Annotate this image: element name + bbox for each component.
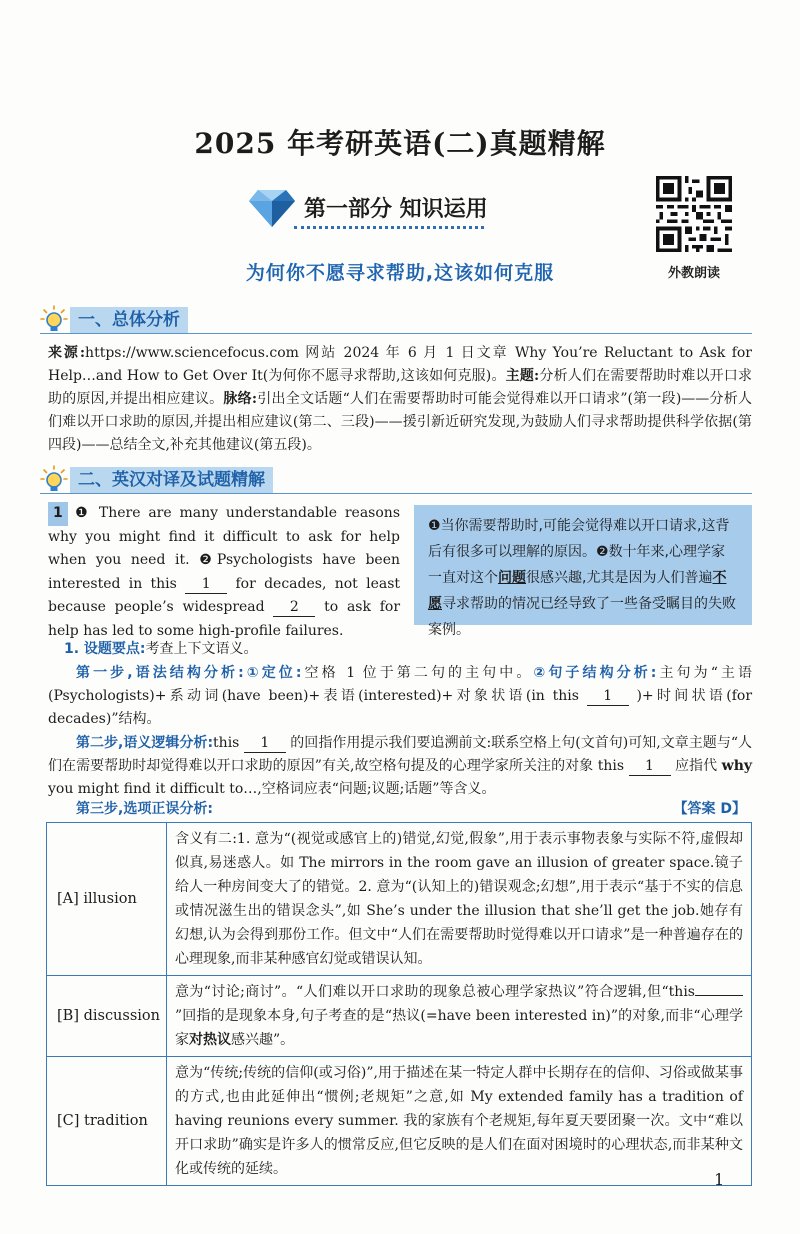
qr-code[interactable] — [656, 176, 732, 252]
article-subtitle: 为何你不愿寻求帮助,这该如何克服 — [245, 262, 555, 284]
chinese-translation-box: ❶当你需要帮助时,可能会觉得难以开口请求,这背后有很多可以理解的原因。❷数十年来,心理学家一直对这个问题很感兴趣,尤其是因为人们普遍不愿寻求帮助的情况已经导致了一些备受瞩目的失败案例。 — [414, 505, 752, 625]
blank-1: 1 — [185, 575, 227, 594]
options-table — [46, 822, 752, 1186]
section-title: 二、英汉对译及试题精解 — [70, 467, 273, 493]
diamond-icon — [248, 188, 296, 228]
option-row-a — [47, 823, 752, 976]
section-rule — [40, 333, 752, 334]
step-1-analysis: 第一步,语法结构分析:①定位:空格 1 位于第二句的主句中。②句子结构分析:主句为“主语(Psychologists)+系动词(have been)+表语(interested)+对象状语(in this 1 )+时间状语(for decades)”结构。 — [48, 665, 753, 727]
qr-label: 外教朗读 — [667, 266, 720, 281]
section-title: 一、总体分析 — [70, 307, 188, 333]
option-label: [B] discussion — [47, 976, 167, 1057]
option-explanation: 意为“讨论;商讨”。“人们难以开口求助的现象总被心理学家热议”符合逻辑,但“this”回指的是现象本身,句子考查的是“热议(=have been interested in)”的对象,而非“心理学家对热议感兴趣”。 — [167, 976, 752, 1057]
section-rule — [40, 493, 752, 494]
part-title: 第一部分 知识运用 — [304, 197, 488, 222]
option-label: [A] illusion — [47, 823, 167, 976]
paragraph-number: 1 — [48, 502, 68, 526]
blank-2: 2 — [273, 598, 315, 617]
lightbulb-icon — [40, 305, 68, 335]
option-explanation: 意为“传统;传统的信仰(或习俗)”,用于描述在某一特定人群中长期存在的信仰、习俗或做某事的方式,也由此延伸出“惯例;老规矩”之意,如 My extended family has a tradition of having reunions every summer. 我的家族有个老规矩,每年夏天要团聚一次。文中“难以开口求助”确实是许多人的惯常反应,但它反映的是人们在面对困境时的心理状态,而非某种文化或传统的延续。 — [167, 1057, 752, 1186]
option-explanation: 含义有二:1. 意为“(视觉或感官上的)错觉,幻觉,假象”,用于表示事物表象与实际不符,虚假却似真,易迷惑人。如 The mirrors in the room gave an illusion of greater space.镜子给人一种房间变大了的错觉。2. 意为“(认知上的)错误观念;幻想”,用于表示“基于不实的信息或情况滋生出的错误念头”,如 She’s under the illusion that she’ll get the job.她存有幻想,认为会得到那份工作。但文中“人们在需要帮助时觉得难以开口请求”是一种普遍存在的心理现象,而非某种感官幻觉或错误认知。 — [167, 823, 752, 976]
overview-paragraph: 来源:https://www.sciencefocus.com 网站 2024 年 6 月 1 日文章 Why You’re Reluctant to Ask for Help…and How to Get Over It(为何你不愿寻求帮助,这该如何克服)。主题:分析人们在需要帮助时难以开口求助的原因,并提出相应建议。脉络:引出全文话题“人们在需要帮助时可能会觉得难以开口请求”(第一段)——分析人们难以开口求助的原因,并提出相应建议(第二、三段)——援引新近研究发现,为鼓励人们寻求帮助提供科学依据(第四段)——总结全文,补充其他建议(第五段)。 — [48, 345, 753, 453]
option-row-c — [47, 1057, 752, 1186]
step-3-label: 第三步,选项正误分析: — [76, 801, 213, 817]
page-title: 2025 年考研英语(二)真题精解 — [194, 127, 606, 160]
lightbulb-icon — [40, 465, 68, 495]
english-passage: 1 ❶ There are many understandable reasons why you might find it difficult to ask for help when you need it. ❷Psychologists have been interested in this 1 for decades, not least because people’s widespread 2 to ask for help has led to some high-profile failures. — [48, 502, 400, 643]
dotted-divider — [294, 226, 484, 229]
key-point: 1. 设题要点:考查上下文语义。 — [64, 641, 258, 657]
option-row-b — [47, 976, 752, 1057]
page-number: 1 — [714, 1170, 725, 1189]
answer-badge: 【答案 D】 — [673, 801, 746, 817]
step-2-analysis: 第二步,语义逻辑分析:this 1 的回指作用提示我们要追溯前文:联系空格上句(文首句)可知,文章主题与“人们在需要帮助时却觉得难以开口求助的原因”有关,故空格句提及的心理学家所关注的对象 this 1 应指代 why you might find it difficult to…,空格词应表“问题;议题;话题”等含义。 — [48, 735, 753, 797]
option-label: [C] tradition — [47, 1057, 167, 1186]
